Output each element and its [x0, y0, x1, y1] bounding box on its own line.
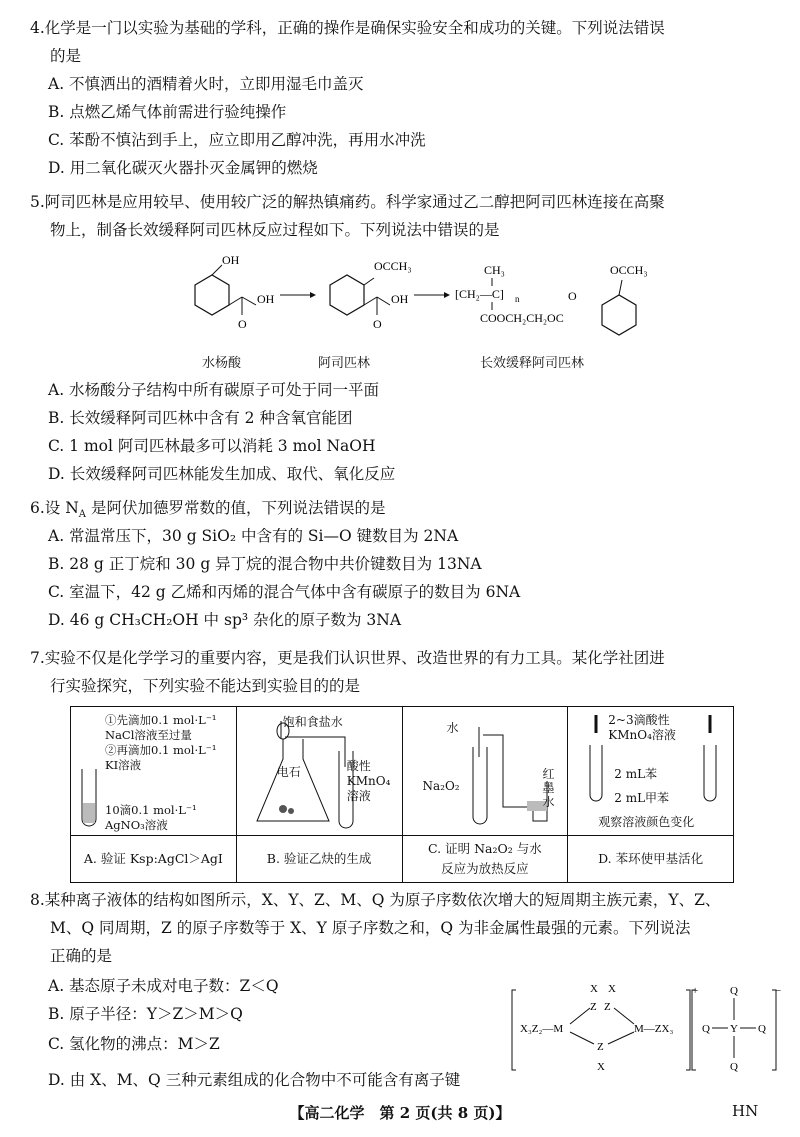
q6-stem: 6.设 $N_A$ 是阿伏加德罗常数的值，下列说法错误的是 [30, 499, 386, 521]
cell-b-diagram: 饱和食盐水 电石 酸性 KMnO₄ 溶液 [237, 707, 402, 835]
q8-stem-line1: 8.某种离子液体的结构如图所示，X、Y、Z、M、Q 为原子序数依次增大的短周期主族元素，Y、Z、 [30, 891, 721, 909]
svg-text:Z: Z [597, 1041, 604, 1053]
svg-text:O: O [373, 317, 382, 331]
svg-text:[CH₂—C]: [CH₂—C] [455, 287, 504, 301]
svg-text:Q: Q [730, 985, 738, 997]
experiment-table [70, 706, 734, 883]
svg-text:OCCH₃: OCCH₃ [610, 263, 648, 277]
q8-stem-line2: M、Q 同周期，Z 的原子序数等于 X、Y 原子序数之和，Q 为非金属性最强的元素。下列说法 [50, 919, 691, 937]
svg-text:X: X [590, 983, 598, 995]
caption-b: B. 验证乙炔的生成 [236, 836, 402, 883]
svg-text:O: O [238, 317, 247, 331]
q5-reaction-scheme [170, 250, 690, 350]
q4-stem-line2: 的是 [50, 47, 82, 65]
svg-text:CH₃: CH₃ [484, 263, 505, 277]
label-salicylic-acid: 水杨酸 [202, 356, 242, 371]
page-footer: 【高二化学 第 2 页(共 8 页)】 [289, 1104, 511, 1122]
q4-option-c: C. 苯酚不慎沾到手上，应立即用乙醇冲洗，再用水冲洗 [48, 131, 426, 149]
salicylic-oh: OH [222, 253, 240, 267]
region-code: HN [732, 1102, 759, 1120]
q4-option-a: A. 不慎洒出的酒精着火时，立即用湿毛巾盖灭 [48, 75, 364, 93]
svg-text:COOCH₂CH₂OC: COOCH₂CH₂OC [480, 311, 564, 325]
svg-text:M—ZX₃: M—ZX₃ [634, 1023, 674, 1035]
svg-text:Q: Q [730, 1061, 738, 1073]
svg-text:X: X [597, 1061, 605, 1073]
cell-a-diagram: ①先滴加0.1 mol·L⁻¹ NaCl溶液至过量 ②再滴加0.1 mol·L⁻¹ KI溶液 10滴0.1 mol·L⁻¹ AgNO₃溶液 [71, 707, 236, 835]
svg-text:X: X [608, 983, 616, 995]
q8-stem-line3: 正确的是 [50, 947, 113, 965]
label-aspirin: 阿司匹林 [318, 356, 371, 371]
svg-text:O: O [568, 289, 577, 303]
svg-text:Z: Z [604, 1001, 611, 1013]
svg-text:+: + [692, 985, 699, 997]
q8-option-b: B. 原子半径：Y＞Z＞M＞Q [48, 1005, 243, 1023]
svg-text:Q: Q [702, 1023, 710, 1035]
q6-option-d: D. 46 g CH₃CH₂OH 中 sp³ 杂化的原子数为 3NA [48, 611, 402, 629]
svg-text:OCCH₃: OCCH₃ [374, 259, 412, 273]
svg-text:Y: Y [730, 1023, 738, 1035]
q5-stem-line1: 5.阿司匹林是应用较早、使用较广泛的解热镇痛药。科学家通过乙二醇把阿司匹林连接在高聚 [30, 193, 665, 211]
q8-option-d: D. 由 X、M、Q 三种元素组成的化合物中不可能含有离子键 [48, 1071, 461, 1089]
q4-stem-line1: 4.化学是一门以实验为基础的学科，正确的操作是确保实验安全和成功的关键。下列说法错误 [30, 19, 665, 37]
q5-option-c: C. 1 mol 阿司匹林最多可以消耗 3 mol NaOH [48, 437, 376, 455]
svg-text:−: − [775, 985, 782, 997]
q5-option-a: A. 水杨酸分子结构中所有碳原子可处于同一平面 [48, 381, 380, 399]
q5-option-b: B. 长效缓释阿司匹林中含有 2 种含氧官能团 [48, 409, 353, 427]
cell-d-diagram: 2~3滴酸性 KMnO₄溶液 2 mL苯 2 mL甲苯 观察溶液颜色变化 [568, 707, 733, 835]
q6-option-b: B. 28 g 正丁烷和 30 g 异丁烷的混合物中共价键数目为 13NA [48, 555, 482, 573]
svg-text:Z: Z [590, 1001, 597, 1013]
q5-option-d: D. 长效缓释阿司匹林能发生加成、取代、氧化反应 [48, 465, 396, 483]
svg-text:OH: OH [391, 292, 409, 306]
q8-option-a: A. 基态原子未成对电子数：Z＜Q [48, 977, 279, 995]
q7-stem-line1: 7.实验不仅是化学学习的重要内容，更是我们认识世界、改造世界的有力工具。某化学社团进 [30, 649, 665, 667]
q7-stem-line2: 行实验探究，下列实验不能达到实验目的的是 [50, 677, 361, 695]
label-slow-release-aspirin: 长效缓释阿司匹林 [480, 356, 585, 371]
q6-option-a: A. 常温常压下，30 g SiO₂ 中含有的 Si—O 键数目为 2NA [48, 527, 459, 545]
q8-option-c: C. 氢化物的沸点：M＞Z [48, 1035, 220, 1053]
svg-text:OH: OH [257, 292, 275, 306]
q5-stem-line2: 物上，制备长效缓释阿司匹林反应过程如下。下列说法中错误的是 [50, 221, 500, 239]
svg-text:X₃Z₂—M: X₃Z₂—M [520, 1023, 564, 1035]
ionic-liquid-structure [510, 980, 780, 1080]
caption-a: A. 验证 Ksp:AgCl＞AgI [71, 836, 237, 883]
svg-text:n: n [515, 294, 520, 304]
caption-d: D. 苯环使甲基活化 [568, 836, 734, 883]
cell-c-diagram: 水 Na₂O₂ 红 墨 水 [403, 707, 568, 835]
caption-c: C. 证明 Na₂O₂ 与水 反应为放热反应 [402, 836, 568, 883]
svg-text:Q: Q [758, 1023, 766, 1035]
q4-option-d: D. 用二氧化碳灭火器扑灭金属钾的燃烧 [48, 159, 318, 177]
q4-option-b: B. 点燃乙烯气体前需进行验纯操作 [48, 103, 287, 121]
q6-option-c: C. 室温下，42 g 乙烯和丙烯的混合气体中含有碳原子的数目为 6NA [48, 583, 521, 601]
